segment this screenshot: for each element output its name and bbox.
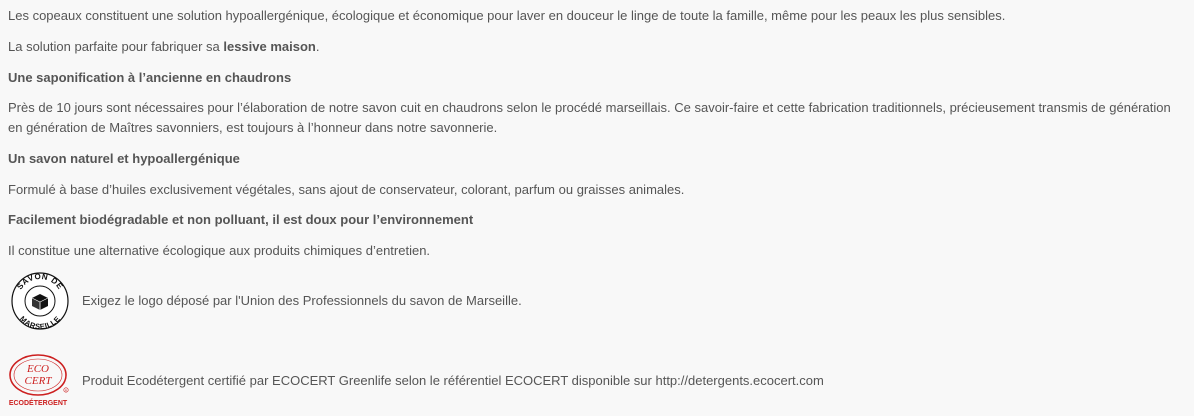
svg-text:R: R — [64, 388, 68, 393]
section-text-natural: Formulé à base d’huiles exclusivement végétales, sans ajout de conservateur, colorant, parfum ou graisses animales. — [8, 182, 685, 197]
section-text-saponification: Près de 10 jours sont nécessaires pour l’élaboration de notre savon cuit en chaudrons selon le procédé marseillais. Ce savoir-faire et cette fabrication traditionnels, précieusement transmis de génération en génération de Maîtres savonniers, est toujours à l’honneur dans notre savonnerie. — [8, 100, 1171, 135]
ecocert-label-row — [8, 350, 824, 412]
ecocert-logo-bottom-text: CERT — [24, 375, 52, 387]
section-heading-saponification: Une saponification à l’ancienne en chaudrons — [8, 70, 292, 85]
lessive-prefix: La solution parfaite pour fabriquer sa — [8, 39, 224, 54]
ecocert-label-text: Produit Ecodétergent certifié par ECOCERT Greenlife selon le référentiel ECOCERT disponible sur http://detergents.ecocert.com — [82, 373, 824, 388]
ecocert-logo — [8, 350, 72, 412]
savon-de-marseille-logo — [8, 270, 72, 332]
lessive-suffix: . — [315, 39, 320, 54]
savon-de-marseille-label-text: Exigez le logo déposé par l'Union des Professionnels du savon de Marseille. — [82, 293, 522, 308]
savon-logo-top-text: SAVON DE — [15, 271, 65, 292]
savon-de-marseille-label-row — [8, 270, 522, 332]
ecocert-logo-caption: ECODÉTERGENT — [8, 400, 68, 407]
section-heading-natural: Un savon naturel et hypoallergénique — [8, 151, 240, 166]
section-heading-biodegradable: Facilement biodégradable et non polluant, il est doux pour l’environnement — [8, 212, 474, 227]
ecocert-logo-top-text: ECO — [27, 363, 49, 375]
lessive-maison-emphasis: lessive maison — [223, 39, 316, 54]
section-text-biodegradable: Il constitue une alternative écologique aux produits chimiques d’entretien. — [8, 243, 431, 258]
savon-logo-bottom-text: MARSEILLE — [17, 314, 63, 332]
intro-paragraph: Les copeaux constituent une solution hypoallergénique, écologique et économique pour laver en douceur le linge de toute la famille, même pour les peaux les plus sensibles. — [8, 8, 1006, 23]
lessive-paragraph — [8, 37, 319, 57]
